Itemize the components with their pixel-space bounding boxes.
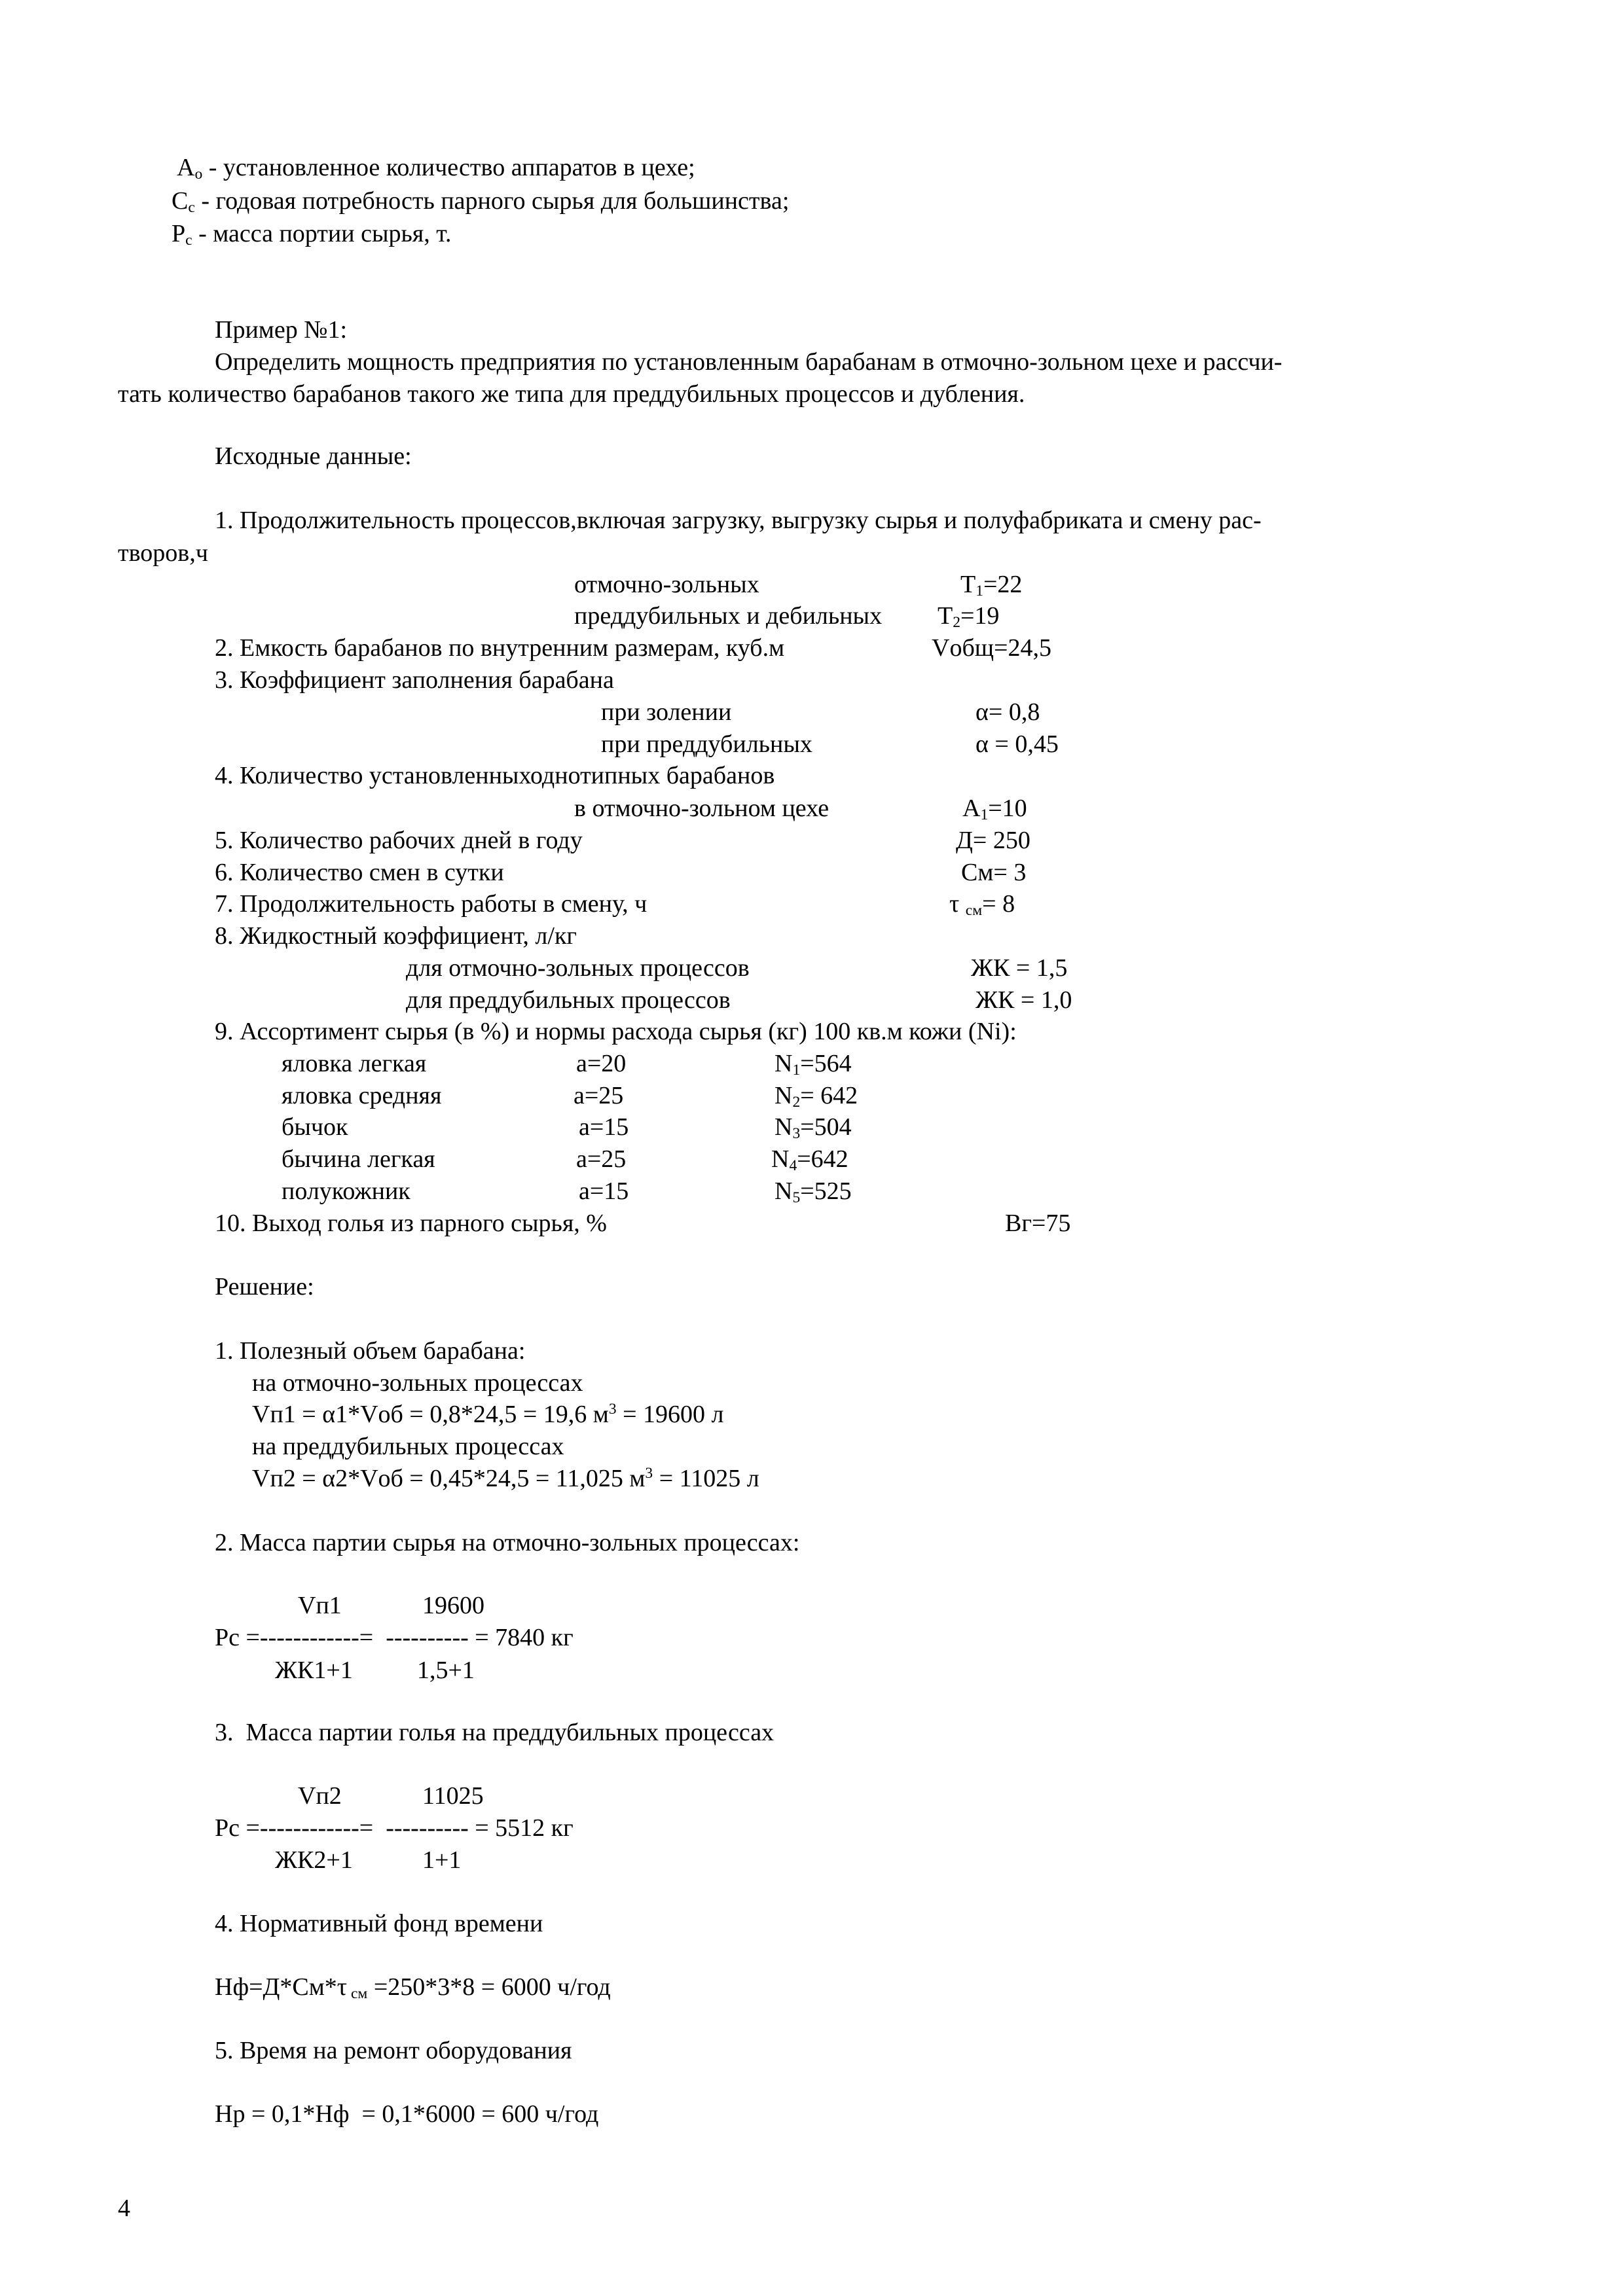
- solution-step2: 2. Масса партии сырья на отмочно-зольных процессах:: [215, 1529, 800, 1556]
- item2-value: Vобщ=24,5: [932, 634, 1051, 662]
- assortment-share: a=15: [579, 1177, 629, 1205]
- solution-formula-vp2: Vп2 = α2*Vоб = 0,45*24,5 = 11,025 $м^3 = 11025$ л: [252, 1465, 759, 1492]
- fraction-numerator: 19600: [422, 1592, 484, 1619]
- item4-label: в отмочно-зольном цехе: [574, 795, 830, 822]
- item4: 4. Количество установленныходнотипных барабанов: [215, 762, 775, 789]
- solution-formula-nr: Нр = 0,1*Нф = 0,1*6000 = 600 ч/год: [215, 2100, 599, 2128]
- item10-value: Вг=75: [1005, 1210, 1071, 1237]
- solution-step1: 1. Полезный объем барабана:: [215, 1337, 526, 1365]
- alpha1-value: α= 0,8: [976, 698, 1040, 726]
- legend-line-ao: $A_o$ - установленное количество аппаратов в цехе;: [177, 154, 695, 183]
- item10: 10. Выход голья из парного сырья, %: [215, 1210, 607, 1237]
- assortment-norm: $N_2= 642$: [775, 1082, 858, 1111]
- solution-step5: 5. Время на ремонт оборудования: [215, 2037, 572, 2064]
- initial-data-heading: Исходные данные:: [215, 442, 412, 470]
- solution-heading: Решение:: [215, 1273, 314, 1300]
- legend-line-pc: $P_c$ - масса портии сырья, т.: [172, 220, 452, 249]
- example-task-line2: тать количество барабанов такого же типа для преддубильных процессов и дубления.: [118, 380, 1025, 408]
- zk1-value: ЖК = 1,5: [971, 954, 1068, 982]
- solution-formula-nf: Нф=Д*См*τ $_{см}$ =250*3*8 = 6000 ч/год: [215, 1973, 611, 2003]
- fraction-numerator: Vп1: [298, 1592, 342, 1619]
- item3: 3. Коэффициент заполнения барабана: [215, 666, 614, 694]
- page-number: 4: [118, 2195, 130, 2222]
- assortment-name: бычина легкая: [282, 1145, 435, 1173]
- item1-line1: 1. Продолжительность процессов,включая загрузку, выгрузку сырья и полуфабриката и смену рас-: [215, 507, 1262, 534]
- zk2-value: ЖК = 1,0: [976, 986, 1072, 1014]
- assortment-name: яловка средняя: [282, 1082, 442, 1109]
- example-task-line1: Определить мощность предприятия по установленным барабанам в отмочно-зольном цехе и рассчи-: [215, 348, 1283, 376]
- item5-value: Д= 250: [956, 827, 1030, 854]
- t1-label: отмочно-зольных: [574, 571, 759, 598]
- alpha2-label: при преддубильных: [601, 730, 812, 758]
- t1-value: $T_1=22$: [960, 571, 1023, 600]
- solution-formula-vp1: Vп1 = α1*Vоб = 0,8*24,5 = 19,6 $м^3 = 19600$ л: [252, 1401, 724, 1428]
- fraction-line: Pc =------------= ---------- = 5512 кг: [215, 1814, 574, 1842]
- item1-line2: творов,ч: [118, 539, 208, 567]
- alpha1-label: при золении: [601, 698, 732, 726]
- fraction-denominator: 1,5+1: [417, 1657, 475, 1684]
- example-title: Пример №1:: [215, 316, 348, 344]
- assortment-norm: $N_3=504$: [775, 1113, 852, 1143]
- fraction-numerator: 11025: [422, 1782, 484, 1810]
- assortment-norm: $N_1=564$: [775, 1050, 852, 1079]
- assortment-share: a=15: [579, 1113, 629, 1141]
- assortment-share: a=25: [576, 1145, 627, 1173]
- legend-line-cc: $C_c$ - годовая потребность парного сырья для большинства;: [172, 187, 790, 217]
- item5: 5. Количество рабочих дней в году: [215, 827, 583, 854]
- t2-label: преддубильных и дебильных: [574, 602, 883, 630]
- solution-step1-b: на преддубильных процессах: [252, 1433, 564, 1460]
- item2: 2. Емкость барабанов по внутренним размерам, куб.м: [215, 634, 785, 662]
- assortment-name: бычок: [282, 1113, 348, 1141]
- assortment-name: полукожник: [282, 1177, 410, 1205]
- fraction-denominator: ЖК2+1: [275, 1846, 353, 1874]
- fraction-denominator: 1+1: [422, 1846, 462, 1874]
- solution-step4: 4. Нормативный фонд времени: [215, 1910, 543, 1937]
- assortment-share: a=20: [576, 1050, 627, 1077]
- item4-value: $A_1=10$: [962, 795, 1027, 824]
- item7: 7. Продолжительность работы в смену, ч: [215, 890, 647, 918]
- item6-value: См= 3: [961, 859, 1027, 886]
- assortment-norm: $N_4=642$: [771, 1145, 848, 1175]
- fraction-denominator: ЖК1+1: [275, 1657, 353, 1684]
- fraction-line: Pc =------------= ---------- = 7840 кг: [215, 1624, 574, 1651]
- item7-value: τ $_{см}$= 8: [949, 890, 1015, 920]
- alpha2-value: α = 0,45: [976, 730, 1059, 758]
- zk2-label: для преддубильных процессов: [406, 986, 731, 1014]
- assortment-name: яловка легкая: [282, 1050, 427, 1077]
- assortment-share: a=25: [574, 1082, 624, 1109]
- item8: 8. Жидкостный коэффициент, л/кг: [215, 922, 577, 950]
- zk1-label: для отмочно-зольных процессов: [406, 954, 750, 982]
- solution-step3: 3. Масса партии голья на преддубильных процессах: [215, 1719, 775, 1746]
- solution-step1-a: на отмочно-зольных процессах: [252, 1369, 583, 1397]
- assortment-norm: $N_5=525$: [775, 1177, 852, 1207]
- fraction-numerator: Vп2: [298, 1782, 342, 1810]
- t2-value: $T_2=19$: [938, 602, 1000, 632]
- item6: 6. Количество смен в сутки: [215, 859, 504, 886]
- item9: 9. Ассортимент сырья (в %) и нормы расхода сырья (кг) 100 кв.м кожи (Ni):: [215, 1018, 1017, 1045]
